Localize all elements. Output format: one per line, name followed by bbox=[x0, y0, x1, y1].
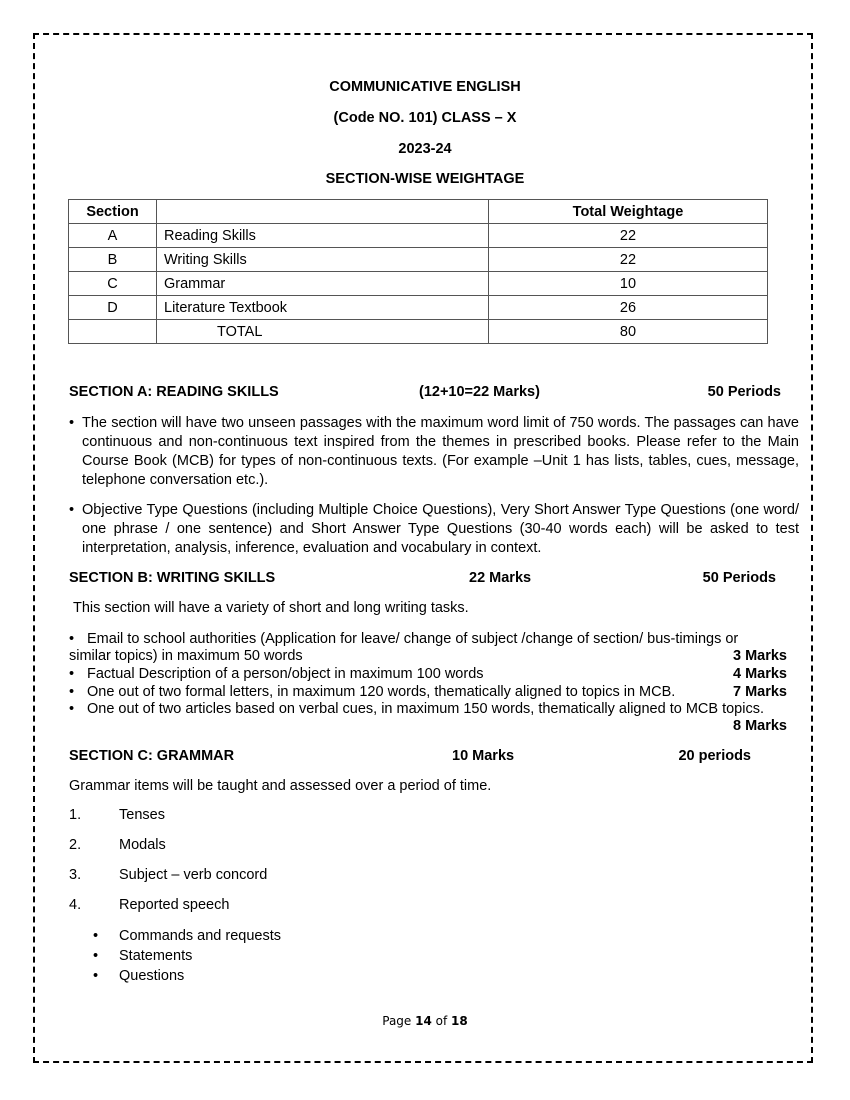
table-total-row bbox=[69, 320, 768, 344]
header-name bbox=[157, 200, 489, 224]
code-line: (Code NO. 101) CLASS – X bbox=[333, 110, 517, 126]
item-number: 4. bbox=[69, 897, 82, 913]
item-number: 1. bbox=[69, 807, 82, 823]
bullet-icon: • bbox=[93, 928, 99, 944]
row-weightage: 10 bbox=[489, 272, 768, 296]
row-name: Reading Skills bbox=[157, 224, 489, 248]
section-c-header bbox=[69, 748, 789, 768]
section-c-title: SECTION C: GRAMMAR bbox=[69, 748, 235, 764]
list-item bbox=[69, 414, 799, 490]
row-section: D bbox=[69, 296, 157, 320]
table-row bbox=[69, 296, 768, 320]
page-footer bbox=[0, 1014, 850, 1028]
list-item bbox=[69, 501, 799, 558]
document-title: COMMUNICATIVE ENGLISH bbox=[329, 79, 521, 95]
item-text: One out of two articles based on verbal cues, in maximum 150 words, thematically aligned to MCB topics. bbox=[87, 701, 764, 717]
row-name: TOTAL bbox=[157, 320, 489, 344]
item-text: Subject – verb concord bbox=[119, 867, 268, 883]
bullet-icon: • bbox=[93, 968, 99, 984]
item-text: Tenses bbox=[119, 807, 165, 823]
bullet-icon: • bbox=[93, 948, 99, 964]
sub-item-text: Statements bbox=[119, 948, 193, 964]
section-a-periods: 50 Periods bbox=[707, 384, 781, 400]
section-b-title: SECTION B: WRITING SKILLS bbox=[69, 570, 276, 586]
section-b-marks: 22 Marks bbox=[469, 570, 532, 586]
page-number: 14 bbox=[415, 1014, 432, 1028]
row-section: C bbox=[69, 272, 157, 296]
table-header-row bbox=[69, 200, 768, 224]
weightage-table bbox=[68, 199, 768, 344]
section-a-marks: (12+10=22 Marks) bbox=[419, 384, 540, 400]
item-text: Factual Description of a person/object in maximum 100 words bbox=[87, 666, 484, 682]
row-section: A bbox=[69, 224, 157, 248]
weightage-heading: SECTION-WISE WEIGHTAGE bbox=[325, 171, 525, 187]
section-b-intro: This section will have a variety of short and long writing tasks. bbox=[73, 600, 469, 616]
section-a-title: SECTION A: READING SKILLS bbox=[69, 384, 279, 400]
table-row bbox=[69, 224, 768, 248]
sub-item-text: Commands and requests bbox=[119, 928, 281, 944]
header-weightage: Total Weightage bbox=[489, 200, 768, 224]
item-marks: 7 Marks bbox=[732, 684, 787, 700]
year: 2023-24 bbox=[398, 141, 452, 157]
item-text: One out of two formal letters, in maximum 120 words, thematically aligned to topics in MCB. bbox=[87, 684, 676, 700]
bullet-text: The section will have two unseen passages with the maximum word limit of 750 words. The passages can have continuous and non-continuous text inspired from the themes in prescribed books. Please refer to the Main Course Book (MCB) for types of non-continuous texts. (For example –Unit 1 has lists, tables, cues, message, telephone conversation etc.). bbox=[82, 415, 799, 488]
row-name: Writing Skills bbox=[157, 248, 489, 272]
row-section: B bbox=[69, 248, 157, 272]
row-weightage: 26 bbox=[489, 296, 768, 320]
bullet-icon: • bbox=[69, 415, 75, 431]
row-weightage: 22 bbox=[489, 224, 768, 248]
item-number: 3. bbox=[69, 867, 82, 883]
sub-item-text: Questions bbox=[119, 968, 185, 984]
row-section bbox=[69, 320, 157, 344]
bullet-icon: • bbox=[69, 666, 75, 682]
footer-of: of bbox=[431, 1014, 452, 1028]
item-marks: 8 Marks bbox=[732, 718, 787, 734]
item-marks: 3 Marks bbox=[732, 648, 787, 664]
footer-prefix: Page bbox=[382, 1014, 416, 1028]
bullet-text: Objective Type Questions (including Multiple Choice Questions), Very Short Answer Type Questions (one word/ one phrase / one sentence) and Short Answer Type Questions (30-40 words each) will be asked to test interpretation, analysis, inference, evaluation and vocabulary in context. bbox=[82, 502, 799, 556]
item-text: Modals bbox=[119, 837, 166, 853]
row-weightage: 22 bbox=[489, 248, 768, 272]
item-number: 2. bbox=[69, 837, 82, 853]
section-c-marks: 10 Marks bbox=[452, 748, 515, 764]
section-b-header bbox=[69, 570, 789, 590]
item-text-continued: similar topics) in maximum 50 words bbox=[69, 648, 303, 664]
table-row bbox=[69, 272, 768, 296]
section-b-periods: 50 Periods bbox=[702, 570, 776, 586]
page-total: 18 bbox=[451, 1014, 468, 1028]
bullet-icon: • bbox=[69, 684, 75, 700]
section-c-periods: 20 periods bbox=[678, 748, 751, 764]
bullet-icon: • bbox=[69, 701, 75, 717]
bullet-icon: • bbox=[69, 631, 75, 647]
section-a-header bbox=[69, 384, 789, 404]
header-section: Section bbox=[69, 200, 157, 224]
bullet-icon: • bbox=[69, 502, 75, 518]
item-marks: 4 Marks bbox=[732, 666, 787, 682]
row-weightage: 80 bbox=[489, 320, 768, 344]
item-text: Reported speech bbox=[119, 897, 230, 913]
item-text: Email to school authorities (Application for leave/ change of subject /change of section/ bus-timings or bbox=[87, 631, 739, 647]
row-name: Grammar bbox=[157, 272, 489, 296]
table-row bbox=[69, 248, 768, 272]
section-c-intro: Grammar items will be taught and assessed over a period of time. bbox=[69, 778, 492, 794]
row-name: Literature Textbook bbox=[157, 296, 489, 320]
